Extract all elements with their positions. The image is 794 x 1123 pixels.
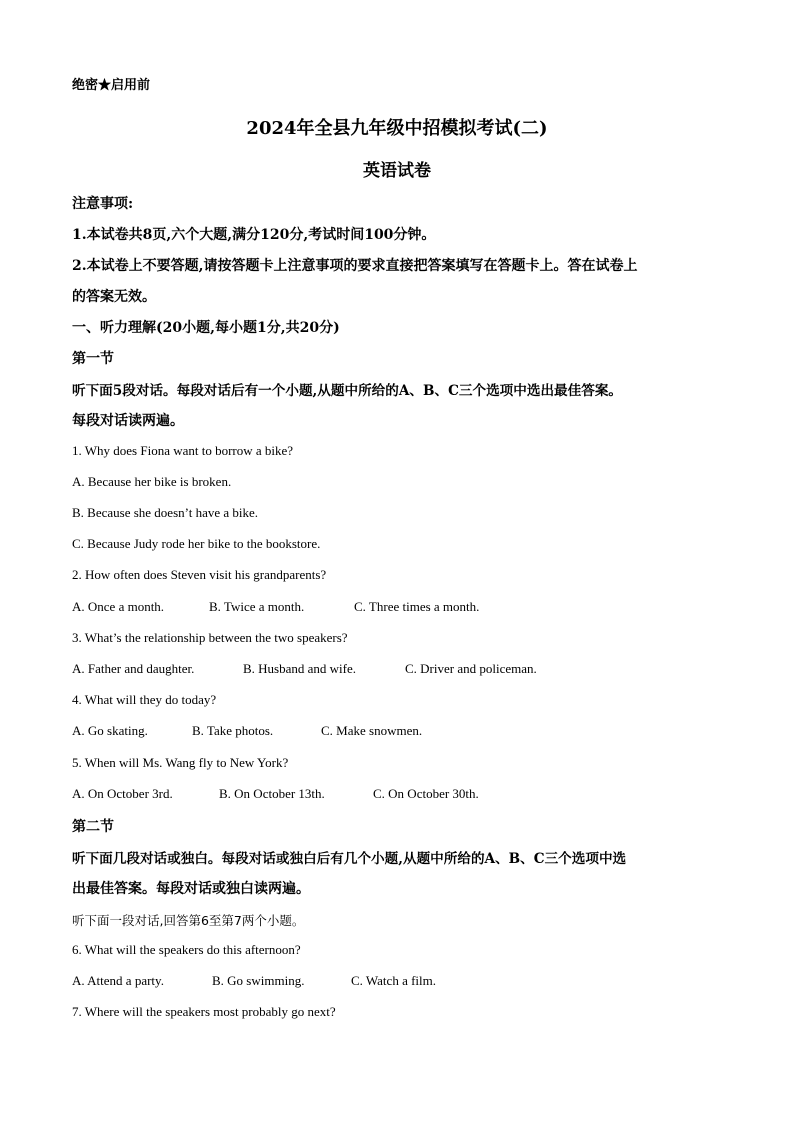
exam-title: 2024年全县九年级中招模拟考试(二) <box>246 118 548 139</box>
section-1-heading: 一、听力理解(20小题,每小题1分,共20分) <box>72 320 340 336</box>
question-5-option-a: A. On October 3rd. <box>72 786 173 801</box>
question-3-option-a: A. Father and daughter. <box>72 661 195 676</box>
question-7: 7. Where will the speakers most probably go next? <box>72 1004 336 1019</box>
part-2-instruction-line-1: 听下面几段对话或独白。每段对话或独白后有几个小题,从题中所给的A、B、C三个选项中选 <box>72 851 627 867</box>
question-4-option-a: A. Go skating. <box>72 723 148 738</box>
notes-item-2-line-2: 的答案无效。 <box>72 289 156 305</box>
part-1-instruction-line-2: 每段对话读两遍。 <box>72 413 184 429</box>
part-2-sub-instruction: 听下面一段对话,回答第6至第7两个小题。 <box>72 913 305 928</box>
question-6-option-c: C. Watch a film. <box>351 973 437 988</box>
question-6: 6. What will the speakers do this afternoon? <box>72 942 301 957</box>
question-5: 5. When will Ms. Wang fly to New York? <box>72 755 289 770</box>
question-2: 2. How often does Steven visit his grandparents? <box>72 567 327 582</box>
question-5-option-b: B. On October 13th. <box>219 786 325 801</box>
part-1-instruction-line-1: 听下面5段对话。每段对话后有一个小题,从题中所给的A、B、C三个选项中选出最佳答案。 <box>72 383 623 399</box>
exam-subtitle: 英语试卷 <box>363 161 431 181</box>
part-2-heading: 第二节 <box>72 819 114 835</box>
question-2-option-b: B. Twice a month. <box>209 599 305 614</box>
question-1-option-b: B. Because she doesn’t have a bike. <box>72 505 259 520</box>
question-2-option-c: C. Three times a month. <box>354 599 480 614</box>
question-1-option-c: C. Because Judy rode her bike to the bookstore. <box>72 536 321 551</box>
question-1-option-a: A. Because her bike is broken. <box>72 474 232 489</box>
question-3: 3. What’s the relationship between the two speakers? <box>72 630 348 645</box>
question-6-option-a: A. Attend a party. <box>72 973 164 988</box>
question-1: 1. Why does Fiona want to borrow a bike? <box>72 443 294 458</box>
question-5-option-c: C. On October 30th. <box>373 786 479 801</box>
question-3-option-b: B. Husband and wife. <box>243 661 357 676</box>
confidential-label: 绝密★启用前 <box>72 78 151 93</box>
part-2-instruction-line-2: 出最佳答案。每段对话或独白读两遍。 <box>72 881 310 897</box>
notes-item-1: 1.本试卷共8页,六个大题,满分120分,考试时间100分钟。 <box>72 227 436 243</box>
question-4-option-b: B. Take photos. <box>192 723 274 738</box>
notes-item-2-line-1: 2.本试卷上不要答题,请按答题卡上注意事项的要求直接把答案填写在答题卡上。答在试卷上 <box>72 258 638 274</box>
question-3-option-c: C. Driver and policeman. <box>405 661 537 676</box>
notes-heading: 注意事项: <box>72 196 134 212</box>
question-4-option-c: C. Make snowmen. <box>321 723 423 738</box>
part-1-heading: 第一节 <box>72 351 114 367</box>
question-6-option-b: B. Go swimming. <box>212 973 305 988</box>
question-4: 4. What will they do today? <box>72 692 217 707</box>
question-2-option-a: A. Once a month. <box>72 599 165 614</box>
